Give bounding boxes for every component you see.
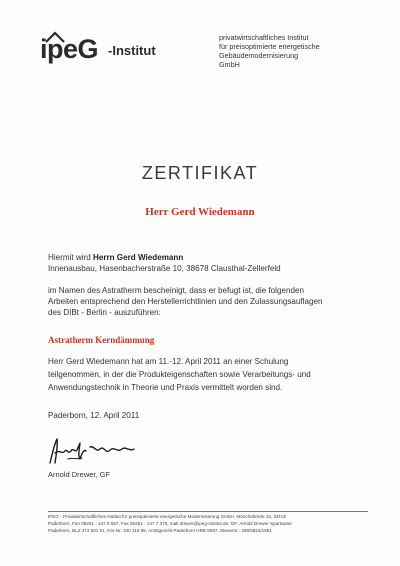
product-name: Astratherm Kerndämmung [48,335,155,345]
footer-divider [48,511,368,512]
training-line: teilgenommen, in der die Produkteigenschaften sowie Verarbeitungs- und [48,370,311,379]
recipient-name: Herrn Gerd Wiedemann [92,253,184,262]
recipient-address: Innenausbau, Hasenbacherstraße 10, 38678 Clausthal-Zellerfeld [48,264,281,273]
authorization-line: im Namen des Astratherm bescheinigt, dass er befugt ist, die folgenden [48,286,304,295]
training-paragraph [48,355,368,394]
recipient-heading: Herr Gerd Wiedemann [145,206,255,218]
signatory-name: Arnold Drewer, GF [48,470,111,479]
training-line: Herr Gerd Wiedemann hat am 11.-12. April 2011 an einer Schulung [48,357,289,366]
recipient-intro: Hiermit wird [48,253,93,262]
institute-name-line: für preisoptimierte energetische [219,42,320,51]
institute-name-line: Gebäudemodernisierung [219,51,299,60]
place-date: Paderborn, 12. April 2011 [48,411,140,420]
authorization-line: des DIBt - Berlin - auszuführen: [48,308,161,317]
footer-line: Paderborn, BLZ 472 501 01, Kto-Nr: 340 119 99, Amtsgericht Paderborn HRB 8597, Steuernr.: 339/5824/1851 [48,528,272,533]
handwritten-signature [46,433,146,469]
training-line: Anwendungstechnik in Theorie und Praxis vermittelt worden sind. [48,383,283,392]
logo-wordmark: ipeG [40,34,99,64]
footer-line: IPEG - Privatwirtschaftliches Institut für preisoptimierte energetische Modernisierung GmbH, Mönchebrede 16, 33102 [48,514,287,519]
logo-suffix: -Institut [108,43,156,58]
institute-name-line: privatwirtschaftliches Institut [219,33,309,42]
footer-line: Paderborn, Fon 05251 - 147 8 557, Fax 05251 - 147 7 379, mail drewer@ipeg-institut.de; GF: Arnold Drewer Sparkasse [48,521,292,526]
recipient-block [48,252,368,274]
authorization-paragraph [48,285,368,318]
institute-name-line: GmbH [219,60,240,69]
authorization-line: Arbeiten entsprechend den Herstellerrichtlinien und den Zulassungsauflagen [48,297,323,306]
institute-name [219,33,379,69]
ipeg-logo [40,31,190,71]
recipient-line [48,252,368,263]
footer-imprint [48,513,378,534]
certificate-title: ZERTIFIKAT [141,163,259,183]
